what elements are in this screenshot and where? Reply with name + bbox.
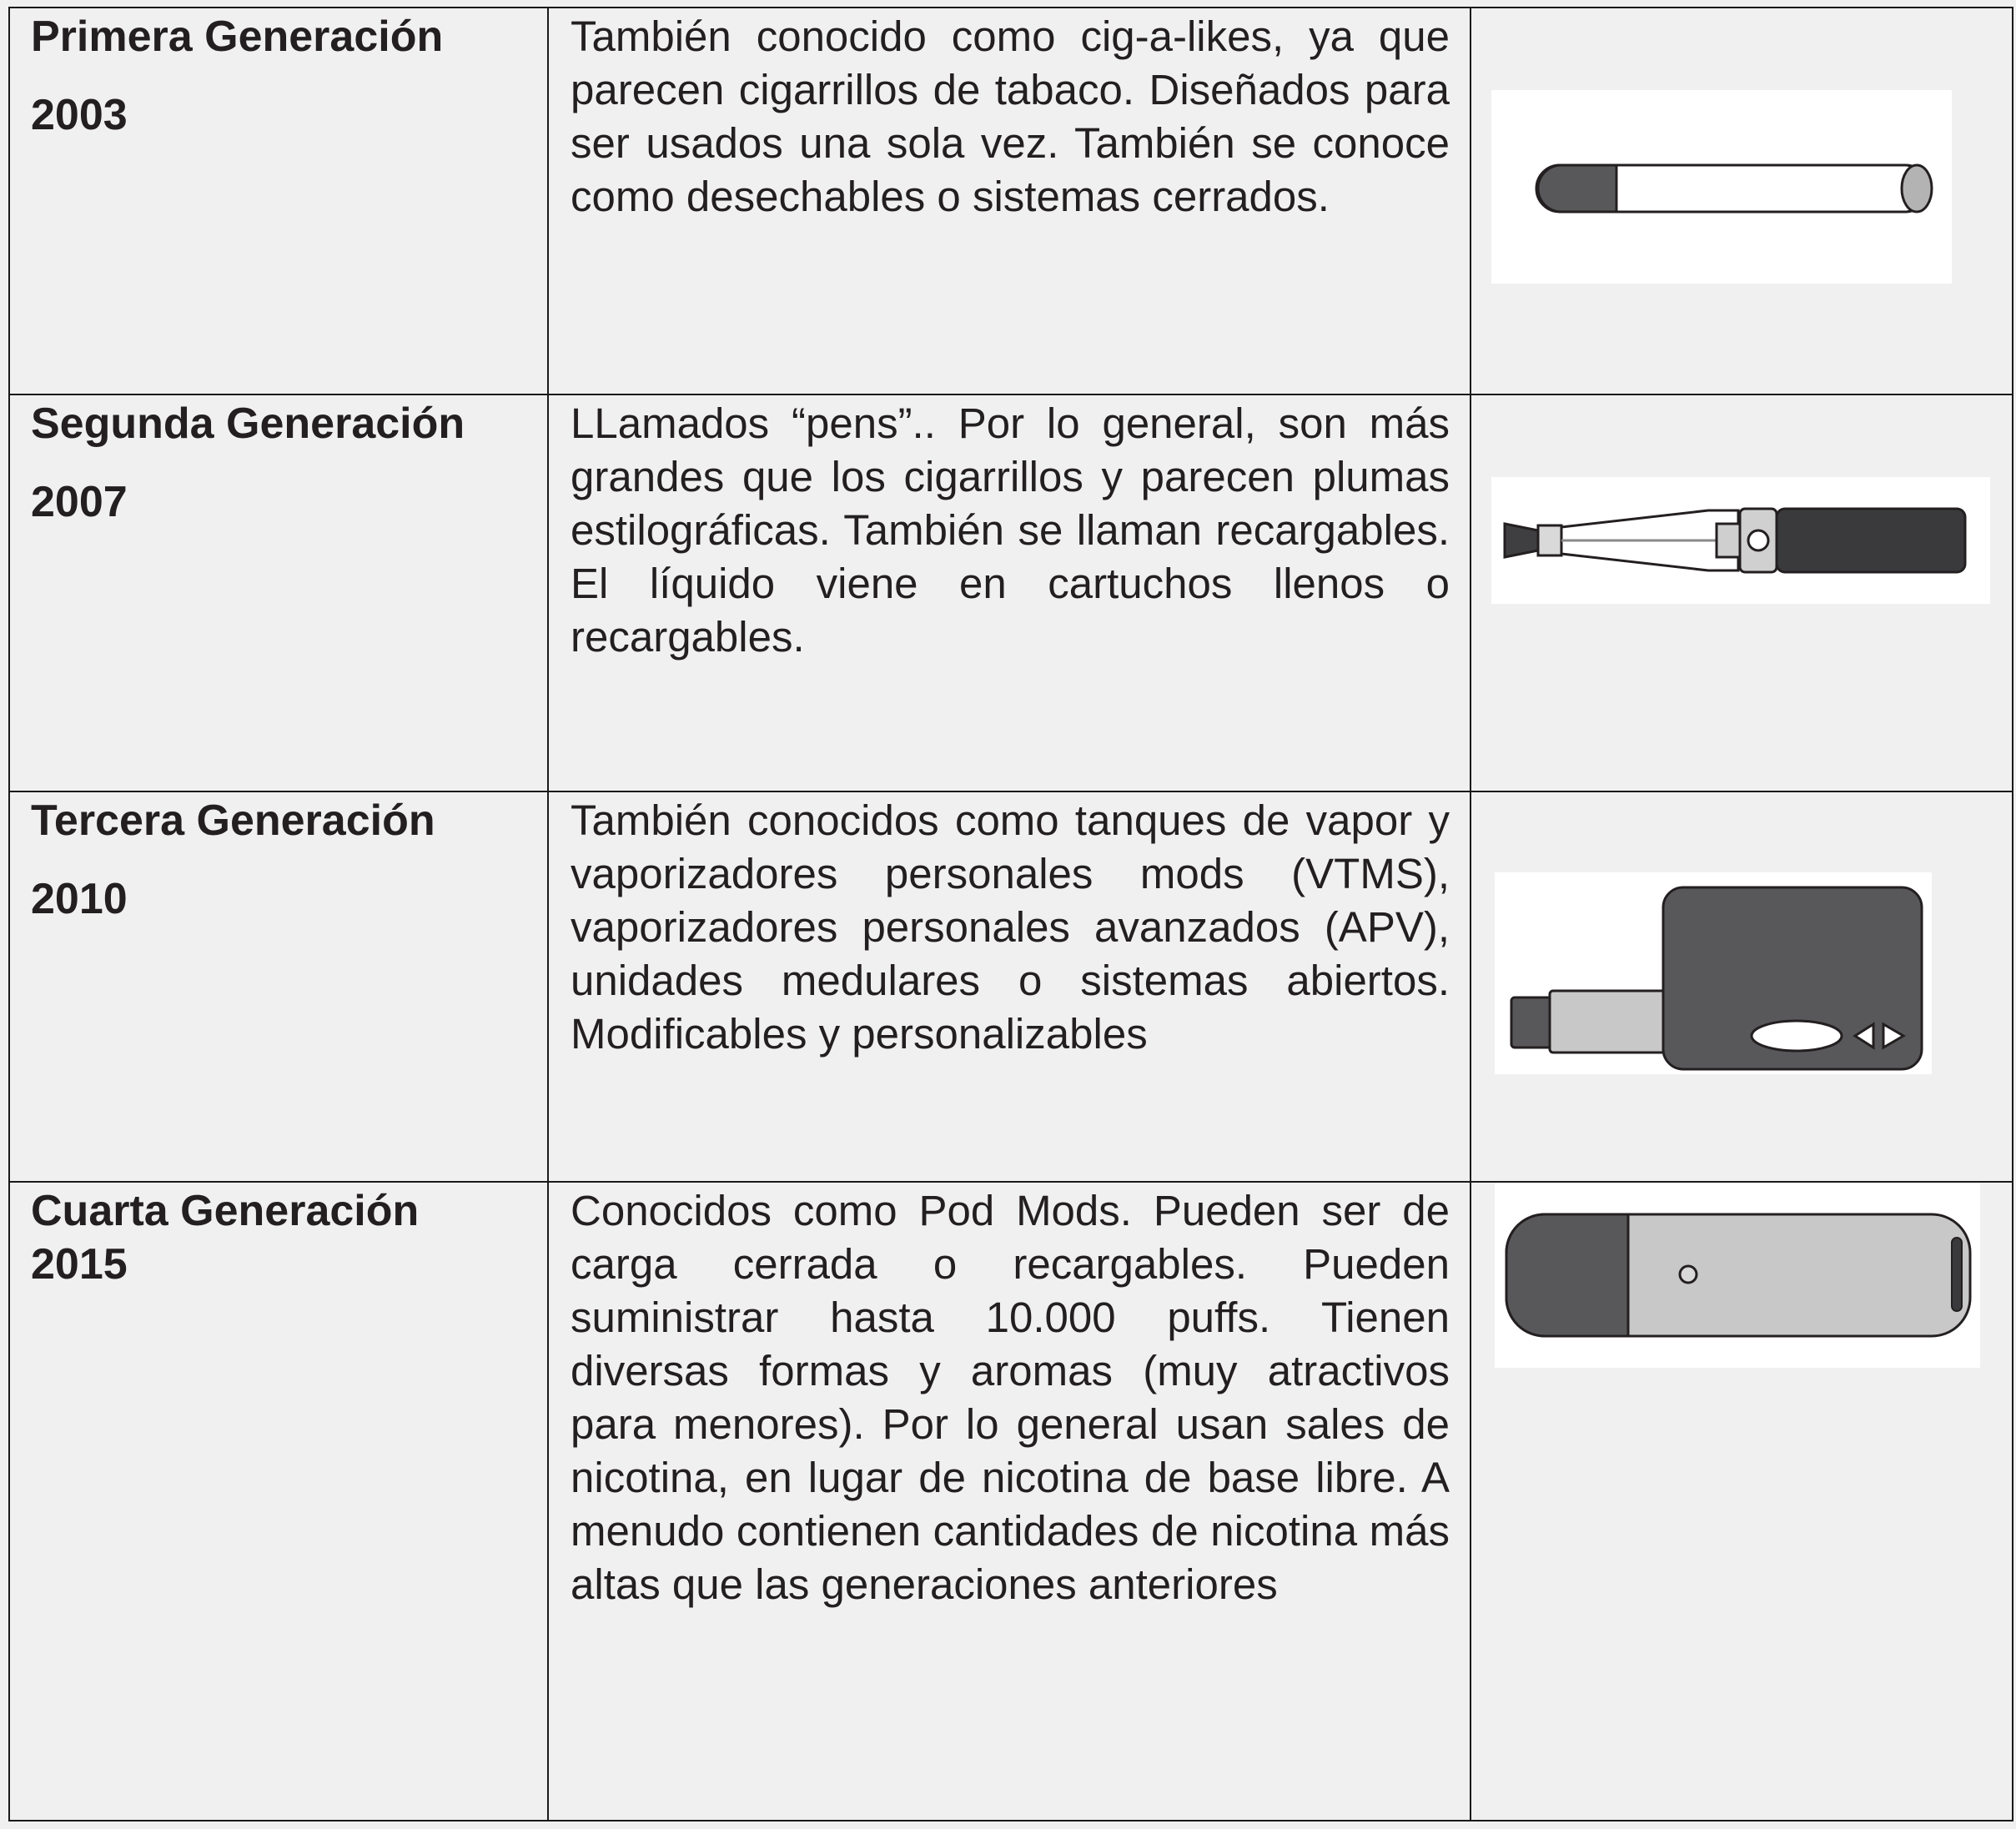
generation-description: LLamados “pens”.. Por lo general, son más grandes que los cigarrillos y parecen plumas estilográficas. También se llaman recargables. El líquido viene en cartuchos llenos o recargables. xyxy=(571,399,1450,661)
generation-year: 2003 xyxy=(31,91,128,139)
table-row xyxy=(10,791,2012,1181)
box-mod-icon xyxy=(1495,872,1932,1074)
generation-description: Conocidos como Pod Mods. Pueden ser de carga cerrada o recargables. Pueden suministrar hasta 10.000 puffs. Tienen diversas formas y aromas (muy atractivos para menores). Por lo general usan sales de nicotina, en lugar de nicotina de base libre. A menudo contienen cantidades de nicotina más altas que las generaciones anteriores xyxy=(571,1187,1450,1608)
table-row xyxy=(10,394,2012,791)
generation-title: Tercera Generación xyxy=(31,796,435,845)
generations-table xyxy=(8,7,2013,1821)
generation-cell xyxy=(10,8,547,394)
table-row xyxy=(10,1181,2012,1820)
generation-title: Cuarta Generación xyxy=(31,1187,420,1235)
generation-cell xyxy=(10,395,547,791)
generation-year: 2007 xyxy=(31,478,128,526)
generation-description: También conocido como cig-a-likes, ya que parecen cigarrillos de tabaco. Diseñados para ser usados una sola vez. También se conoce como desechables o sistemas cerrados. xyxy=(571,13,1450,220)
description-cell xyxy=(547,792,1470,1181)
generation-year: 2015 xyxy=(31,1240,128,1289)
description-cell xyxy=(547,395,1470,791)
generation-title: Segunda Generación xyxy=(31,399,465,448)
generation-title: Primera Generación xyxy=(31,13,444,61)
description-cell xyxy=(547,8,1470,394)
image-cell xyxy=(1470,792,2012,1181)
generation-cell xyxy=(10,792,547,1181)
cigarette-like-ecig-icon xyxy=(1491,90,1952,284)
image-cell xyxy=(1470,1183,2012,1820)
table-row xyxy=(10,8,2012,394)
generation-description: También conocidos como tanques de vapor y vaporizadores personales mods (VTMS), vaporizadores personales avanzados (APV), unidades medulares o sistemas abiertos. Modificables y personalizables xyxy=(571,796,1450,1058)
description-cell xyxy=(547,1183,1470,1820)
pod-mod-icon xyxy=(1495,1183,1980,1368)
image-cell xyxy=(1470,8,2012,394)
image-cell xyxy=(1470,395,2012,791)
generation-year: 2010 xyxy=(31,875,128,923)
vape-pen-icon xyxy=(1491,477,1990,604)
generation-cell xyxy=(10,1183,547,1820)
